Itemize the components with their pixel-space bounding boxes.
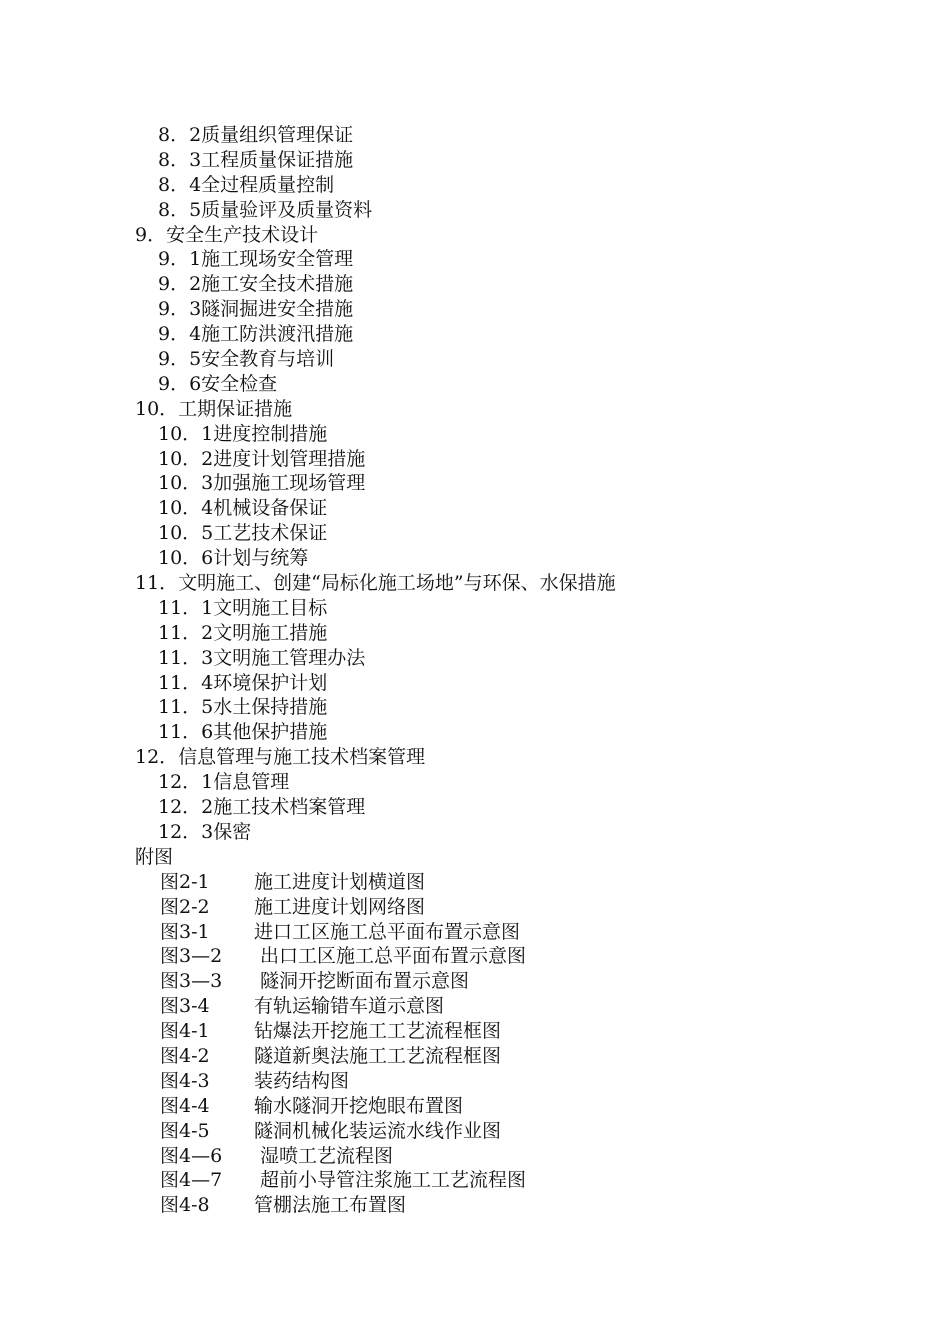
figure-title: 湿喷工艺流程图 [254, 1144, 394, 1167]
figure-number: 图4-1 [160, 1020, 210, 1043]
figure-entry [0, 969, 950, 994]
figure-entry [0, 1019, 950, 1044]
figure-number: 图4-5 [160, 1119, 210, 1142]
toc-item-9-2: 9．2施工安全技术措施 [158, 273, 354, 296]
figure-number: 图4-2 [160, 1044, 210, 1067]
figure-number: 图3-4 [160, 995, 210, 1018]
toc-item-8-3: 8．3工程质量保证措施 [158, 148, 354, 171]
toc-item-11-5: 11．5水土保持措施 [158, 696, 328, 719]
figure-entry [0, 1193, 950, 1218]
toc-item-9-1: 9．1施工现场安全管理 [158, 248, 354, 271]
toc-item-8-2: 8．2质量组织管理保证 [158, 124, 354, 146]
toc-item-8-5: 8．5质量验评及质量资料 [158, 198, 373, 221]
figure-entry [0, 1094, 950, 1119]
figure-number: 图4-8 [160, 1194, 210, 1217]
figure-title: 超前小导管注浆施工工艺流程图 [254, 1169, 527, 1192]
figure-title: 出口工区施工总平面布置示意图 [254, 945, 527, 968]
toc-item-11-2: 11．2文明施工措施 [158, 621, 328, 644]
table-of-contents [0, 123, 950, 1218]
figure-title: 隧洞机械化装运流水线作业图 [254, 1119, 502, 1142]
toc-item-10-4: 10．4机械设备保证 [158, 497, 328, 520]
figure-title: 管棚法施工布置图 [254, 1194, 407, 1217]
figure-title: 有轨运输错车道示意图 [254, 995, 445, 1018]
toc-item-12-1: 12．1信息管理 [158, 771, 290, 794]
figure-number: 图2-1 [160, 870, 210, 893]
toc-item-9-5: 9．5安全教育与培训 [158, 348, 335, 371]
figure-entry [0, 1044, 950, 1069]
figure-entry [0, 920, 950, 945]
figure-title: 输水隧洞开挖炮眼布置图 [254, 1094, 464, 1117]
toc-item-11-4: 11．4环境保护计划 [158, 671, 328, 694]
figure-title: 隧洞开挖断面布置示意图 [254, 970, 470, 993]
toc-item-8-4: 8．4全过程质量控制 [158, 173, 335, 196]
figure-title: 施工进度计划横道图 [254, 870, 426, 893]
figure-number: 图3-1 [160, 920, 210, 943]
toc-item-9-3: 9．3隧洞掘进安全措施 [158, 298, 354, 321]
figure-entry [0, 1119, 950, 1144]
figure-entry [0, 994, 950, 1019]
figure-title: 钻爆法开挖施工工艺流程框图 [254, 1020, 502, 1043]
figure-title: 施工进度计划网络图 [254, 895, 426, 918]
toc-section-9: 9．安全生产技术设计 [135, 223, 319, 246]
figure-entry [0, 870, 950, 895]
toc-item-10-3: 10．3加强施工现场管理 [158, 472, 366, 495]
toc-item-10-6: 10．6计划与统筹 [158, 547, 309, 570]
toc-item-9-6: 9．6安全检查 [158, 372, 278, 395]
figure-entry [0, 944, 950, 969]
figure-number: 图2-2 [160, 895, 210, 918]
toc-item-12-3: 12．3保密 [158, 820, 252, 843]
toc-section-12: 12．信息管理与施工技术档案管理 [135, 746, 426, 769]
figure-number: 图4-4 [160, 1094, 210, 1117]
toc-item-12-2: 12．2施工技术档案管理 [158, 796, 366, 819]
figure-title: 装药结构图 [254, 1069, 350, 1092]
toc-item-11-1: 11．1文明施工目标 [158, 596, 328, 619]
figure-entry [0, 1144, 950, 1169]
toc-section-10: 10．工期保证措施 [135, 397, 293, 420]
toc-item-10-2: 10．2进度计划管理措施 [158, 447, 366, 470]
figure-entry [0, 1069, 950, 1094]
toc-item-11-3: 11．3文明施工管理办法 [158, 646, 366, 669]
appendix-title: 附图 [135, 845, 174, 868]
toc-item-9-4: 9．4施工防洪渡汛措施 [158, 323, 354, 346]
figure-number: 图4—6 [160, 1144, 223, 1167]
toc-section-11: 11．文明施工、创建“局标化施工场地”与环保、水保措施 [135, 572, 616, 595]
toc-item-11-6: 11．6其他保护措施 [158, 721, 328, 744]
figure-title: 进口工区施工总平面布置示意图 [254, 920, 521, 943]
figure-number: 图4-3 [160, 1069, 210, 1092]
figure-number: 图3—2 [160, 945, 223, 968]
toc-item-10-5: 10．5工艺技术保证 [158, 522, 328, 545]
figure-entry [0, 1168, 950, 1193]
figure-entry [0, 895, 950, 920]
figure-number: 图4—7 [160, 1169, 223, 1192]
toc-item-10-1: 10．1进度控制措施 [158, 422, 328, 445]
figure-number: 图3—3 [160, 970, 223, 993]
figure-title: 隧道新奥法施工工艺流程框图 [254, 1044, 502, 1067]
